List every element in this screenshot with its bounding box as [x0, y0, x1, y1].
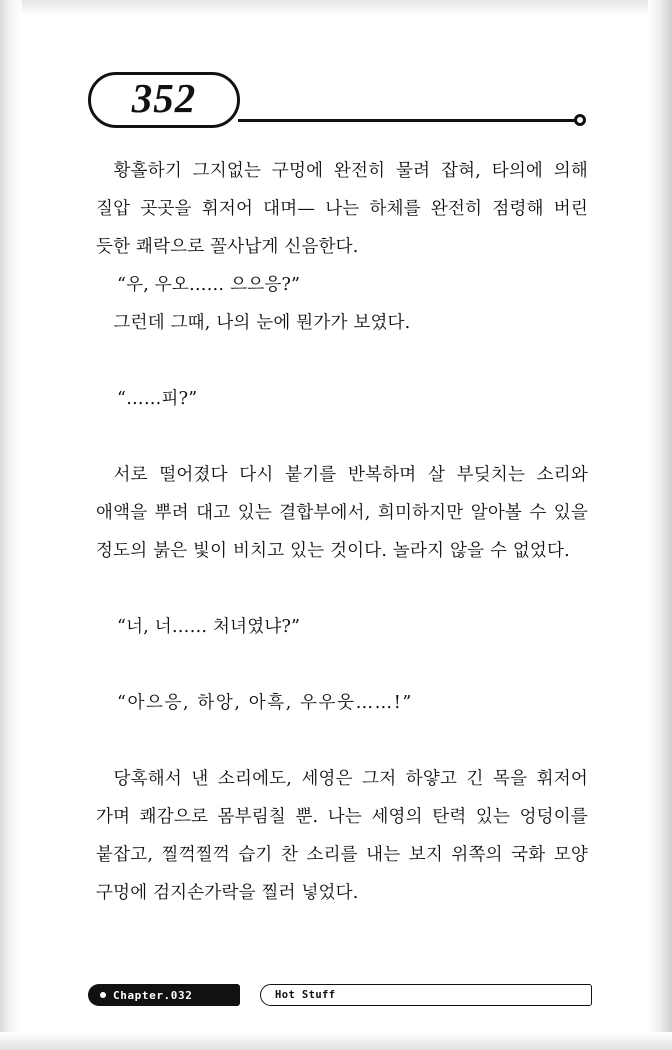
page-number-badge — [88, 72, 240, 128]
dialogue-line: “너, 너…… 처녀였냐?” — [117, 617, 301, 637]
header-end-dot-icon — [574, 114, 586, 126]
dialogue-line: “우, 우오…… 으으응?” — [117, 275, 301, 295]
paragraph: 황홀하기 그지없는 구멍에 완전히 물려 잡혀, 타의에 의해 질압 곳곳을 휘저어 대며— 나는 하체를 완전히 점령해 버린 듯한 쾌락으로 꼴사납게 신음한다. — [96, 161, 588, 257]
dialogue-line: “아으응, 하앙, 아흑, 우우웃……!” — [117, 693, 413, 713]
header-rule-icon — [238, 119, 578, 122]
page-footer — [88, 984, 592, 1008]
book-title-tag — [260, 984, 592, 1006]
page-edge-shadow-bottom — [0, 1032, 672, 1050]
paragraph: 서로 떨어졌다 다시 붙기를 반복하며 살 부딪치는 소리와 애액을 뿌려 대고 있는 결합부에서, 희미하지만 알아볼 수 있을 정도의 붉은 빛이 비치고 있는 것이다. 놀라지 않을 수 없었다. — [96, 465, 588, 561]
dialogue-line: “……피?” — [117, 389, 198, 409]
paragraph: 그런데 그때, 나의 눈에 뭔가가 보였다. — [113, 313, 411, 333]
page-header — [88, 72, 588, 134]
page-number: 352 — [131, 75, 197, 121]
chapter-label: Chapter.032 — [113, 988, 193, 1002]
chapter-tag — [88, 984, 240, 1006]
title-label: Hot Stuff — [275, 989, 336, 1001]
page-edge-shadow-top — [0, 0, 672, 16]
page-edge-shadow-right — [648, 0, 672, 1050]
paragraph: 당혹해서 낸 소리에도, 세영은 그저 하얗고 긴 목을 휘저어 가며 쾌감으로 몸부림칠 뿐. 나는 세영의 탄력 있는 엉덩이를 붙잡고, 찔꺽찔꺽 습기 찬 소리를 내는 보지 위쪽의 국화 모양 구멍에 검지손가락을 찔러 넣었다. — [96, 769, 588, 903]
page-body — [96, 152, 588, 912]
page-edge-shadow-left — [0, 0, 22, 1050]
bullet-icon — [100, 992, 106, 998]
